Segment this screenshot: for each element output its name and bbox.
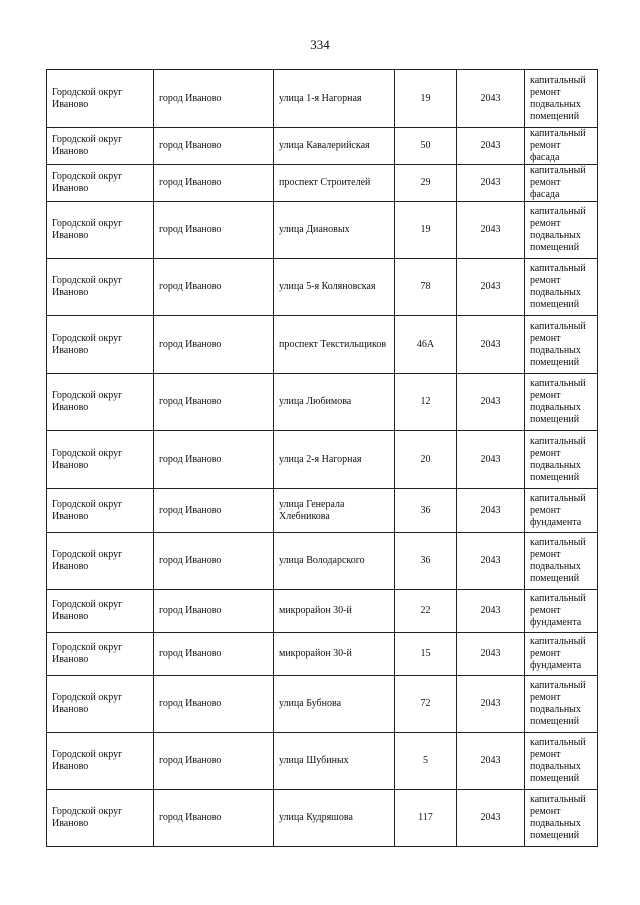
district-cell: Городской округ Иваново [47,128,154,165]
table-row [47,431,598,489]
year-cell: 2043 [457,533,525,590]
street-cell: улица Кудряшова [274,790,395,847]
table-row [47,733,598,790]
city-cell: город Иваново [154,733,274,790]
table-row [47,70,598,128]
city-cell: город Иваново [154,590,274,633]
year-cell: 2043 [457,676,525,733]
year-cell: 2043 [457,633,525,676]
district-cell: Городской округ Иваново [47,70,154,128]
house-number-cell: 36 [395,489,457,533]
district-cell: Городской округ Иваново [47,431,154,489]
year-cell: 2043 [457,733,525,790]
work-type-cell: капитальный ремонт фундамента [525,590,598,633]
street-cell: улица Диановых [274,202,395,259]
city-cell: город Иваново [154,316,274,374]
district-cell: Городской округ Иваново [47,633,154,676]
table-row [47,676,598,733]
district-cell: Городской округ Иваново [47,202,154,259]
street-cell: улица Бубнова [274,676,395,733]
street-cell: улица 5-я Коляновская [274,259,395,316]
house-number-cell: 19 [395,70,457,128]
city-cell: город Иваново [154,790,274,847]
house-number-cell: 117 [395,790,457,847]
house-number-cell: 22 [395,590,457,633]
work-type-cell: капитальный ремонт подвальных помещений [525,790,598,847]
district-cell: Городской округ Иваново [47,733,154,790]
street-cell: улица Шубиных [274,733,395,790]
work-type-cell: капитальный ремонт подвальных помещений [525,70,598,128]
house-number-cell: 29 [395,165,457,202]
work-type-cell: капитальный ремонт фундамента [525,489,598,533]
year-cell: 2043 [457,316,525,374]
table-row [47,790,598,847]
table-row [47,128,598,165]
house-number-cell: 19 [395,202,457,259]
city-cell: город Иваново [154,676,274,733]
house-number-cell: 12 [395,374,457,431]
district-cell: Городской округ Иваново [47,316,154,374]
district-cell: Городской округ Иваново [47,374,154,431]
work-type-cell: капитальный ремонт фасада [525,165,598,202]
year-cell: 2043 [457,128,525,165]
work-type-cell: капитальный ремонт подвальных помещений [525,202,598,259]
work-type-cell: капитальный ремонт фундамента [525,633,598,676]
street-cell: микрорайон 30-й [274,590,395,633]
table-row [47,374,598,431]
district-cell: Городской округ Иваново [47,165,154,202]
district-cell: Городской округ Иваново [47,533,154,590]
city-cell: город Иваново [154,165,274,202]
house-number-cell: 15 [395,633,457,676]
city-cell: город Иваново [154,374,274,431]
district-cell: Городской округ Иваново [47,676,154,733]
page-number: 334 [310,37,330,52]
street-cell: улица 1-я Нагорная [274,70,395,128]
year-cell: 2043 [457,70,525,128]
street-cell: улица Кавалерийская [274,128,395,165]
house-number-cell: 36 [395,533,457,590]
work-type-cell: капитальный ремонт фасада [525,128,598,165]
year-cell: 2043 [457,590,525,633]
street-cell: микрорайон 30-й [274,633,395,676]
city-cell: город Иваново [154,489,274,533]
district-cell: Городской округ Иваново [47,259,154,316]
district-cell: Городской округ Иваново [47,489,154,533]
work-type-cell: капитальный ремонт подвальных помещений [525,374,598,431]
street-cell: улица Генерала Хлебникова [274,489,395,533]
year-cell: 2043 [457,259,525,316]
work-type-cell: капитальный ремонт подвальных помещений [525,431,598,489]
work-type-cell: капитальный ремонт подвальных помещений [525,533,598,590]
house-number-cell: 20 [395,431,457,489]
city-cell: город Иваново [154,533,274,590]
street-cell: проспект Строителей [274,165,395,202]
year-cell: 2043 [457,489,525,533]
work-type-cell: капитальный ремонт подвальных помещений [525,733,598,790]
year-cell: 2043 [457,431,525,489]
city-cell: город Иваново [154,70,274,128]
year-cell: 2043 [457,202,525,259]
table-row [47,316,598,374]
house-number-cell: 72 [395,676,457,733]
work-type-cell: капитальный ремонт подвальных помещений [525,259,598,316]
district-cell: Городской округ Иваново [47,590,154,633]
district-cell: Городской округ Иваново [47,790,154,847]
year-cell: 2043 [457,374,525,431]
city-cell: город Иваново [154,431,274,489]
city-cell: город Иваново [154,633,274,676]
table-row [47,633,598,676]
table-row [47,590,598,633]
city-cell: город Иваново [154,128,274,165]
house-number-cell: 46А [395,316,457,374]
work-type-cell: капитальный ремонт подвальных помещений [525,316,598,374]
city-cell: город Иваново [154,259,274,316]
table-row [47,489,598,533]
house-number-cell: 78 [395,259,457,316]
street-cell: улица Володарского [274,533,395,590]
repair-schedule-table [46,69,598,847]
street-cell: улица Любимова [274,374,395,431]
table-row [47,165,598,202]
city-cell: город Иваново [154,202,274,259]
street-cell: проспект Текстильщиков [274,316,395,374]
table-row [47,533,598,590]
work-type-cell: капитальный ремонт подвальных помещений [525,676,598,733]
table-row [47,259,598,316]
house-number-cell: 5 [395,733,457,790]
street-cell: улица 2-я Нагорная [274,431,395,489]
table-row [47,202,598,259]
house-number-cell: 50 [395,128,457,165]
year-cell: 2043 [457,790,525,847]
year-cell: 2043 [457,165,525,202]
